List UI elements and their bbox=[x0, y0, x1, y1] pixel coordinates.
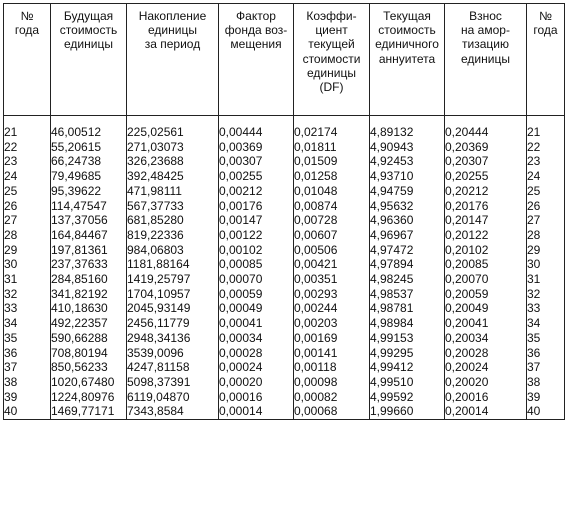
table-cell-value: 95,39622 bbox=[51, 183, 102, 198]
table-cell-value: 37 bbox=[527, 360, 541, 375]
table-cell-value: 2456,11779 bbox=[127, 316, 190, 331]
table-cell-value: 0,20024 bbox=[445, 360, 489, 375]
table-cell-value: 31 bbox=[4, 272, 18, 287]
table-cell-value: 0,02174 bbox=[294, 125, 338, 139]
table-cell-value: 197,81361 bbox=[51, 242, 108, 257]
table-cell-value: 0,00351 bbox=[294, 272, 338, 287]
table-cell-value: 0,00034 bbox=[219, 330, 263, 345]
table-cell-value: 4,99412 bbox=[370, 360, 414, 375]
table-cell-value: 29 bbox=[4, 242, 18, 257]
table-cell-value: 33 bbox=[527, 301, 541, 316]
table-cell-value: 25 bbox=[4, 183, 18, 198]
table-cell-value: 0,00506 bbox=[294, 242, 338, 257]
table-cell-value: 4,93710 bbox=[370, 169, 414, 184]
table-cell-value: 0,20147 bbox=[445, 213, 489, 228]
table-cell-value: 492,22357 bbox=[51, 316, 108, 331]
table-cell-value: 0,00122 bbox=[219, 227, 263, 242]
table-cell-value: 471,98111 bbox=[127, 183, 182, 198]
table-cell-value: 24 bbox=[4, 169, 18, 184]
table-cell-value: 4,98245 bbox=[370, 272, 414, 287]
table-cell-value: 28 bbox=[527, 227, 541, 242]
header-sinking-fund: Фактор фонда воз- мещения bbox=[219, 4, 294, 116]
table-cell-value: 0,01811 bbox=[294, 139, 337, 154]
table-cell-value: 0,20255 bbox=[445, 169, 489, 184]
table-cell-value: 38 bbox=[4, 374, 18, 389]
table-cell-value: 4,96967 bbox=[370, 227, 414, 242]
table-cell-value: 28 bbox=[4, 227, 18, 242]
table-cell-value: 4,98537 bbox=[370, 286, 414, 301]
table-cell-value: 0,01509 bbox=[294, 154, 338, 169]
table-cell-value: 39 bbox=[527, 389, 541, 404]
table-cell-value: 36 bbox=[527, 345, 541, 360]
table-cell-value: 0,20307 bbox=[445, 154, 489, 169]
year-right-cell bbox=[527, 116, 565, 199]
table-cell-value: 0,00059 bbox=[219, 286, 263, 301]
accumulation-cell bbox=[127, 272, 219, 346]
table-cell-value: 0,00293 bbox=[294, 286, 338, 301]
table-cell-value: 36 bbox=[4, 345, 18, 360]
year-right-cell bbox=[527, 346, 565, 420]
table-cell-value: 23 bbox=[527, 154, 541, 169]
table-cell-value: 0,20059 bbox=[445, 286, 489, 301]
table-cell-value: 819,22336 bbox=[127, 227, 184, 242]
table-cell-value: 4,98781 bbox=[370, 301, 414, 316]
year-cell bbox=[4, 199, 51, 273]
annuity-pv-cell bbox=[370, 199, 445, 273]
table-cell-value: 0,00203 bbox=[294, 316, 338, 331]
table-cell-value: 284,85160 bbox=[51, 272, 108, 287]
table-cell-value: 40 bbox=[4, 404, 18, 419]
table-cell-value: 1,99660 bbox=[370, 404, 414, 419]
accumulation-cell bbox=[127, 346, 219, 420]
header-year: № года bbox=[4, 4, 51, 116]
year-cell bbox=[4, 116, 51, 199]
table-cell-value: 30 bbox=[4, 257, 18, 272]
table-cell-value: 33 bbox=[4, 301, 18, 316]
table-cell-value: 22 bbox=[527, 139, 541, 154]
accumulation-cell bbox=[127, 116, 219, 199]
table-cell-value: 1224,80976 bbox=[51, 389, 115, 404]
amortization-cell bbox=[445, 116, 527, 199]
sinking-fund-cell bbox=[219, 199, 294, 273]
amortization-cell bbox=[445, 346, 527, 420]
table-cell-value: 23 bbox=[4, 154, 18, 169]
table-cell-value: 0,01258 bbox=[294, 169, 338, 184]
table-cell-value: 0,00169 bbox=[294, 330, 338, 345]
future-value-cell bbox=[51, 346, 127, 420]
table-cell-value: 0,00082 bbox=[294, 389, 338, 404]
table-cell-value: 25 bbox=[527, 183, 541, 198]
table-cell-value: 0,20070 bbox=[445, 272, 489, 287]
table-cell-value: 0,20444 bbox=[445, 125, 489, 139]
table-cell-value: 0,20369 bbox=[445, 139, 489, 154]
table-cell-value: 27 bbox=[527, 213, 541, 228]
table-cell-value: 0,20020 bbox=[445, 374, 489, 389]
table-cell-value: 29 bbox=[527, 242, 541, 257]
table-cell-value: 1419,25797 bbox=[127, 272, 191, 287]
table-cell-value: 225,02561 bbox=[127, 125, 184, 139]
table-cell-value: 0,00102 bbox=[219, 242, 263, 257]
table-cell-value: 392,48425 bbox=[127, 169, 184, 184]
table-cell-value: 31 bbox=[527, 272, 541, 287]
header-annuity-pv: Текущая стоимость единичного аннуитета bbox=[370, 4, 445, 116]
discount-factor-cell bbox=[294, 346, 370, 420]
table-row-group bbox=[4, 116, 565, 199]
table-cell-value: 27 bbox=[4, 213, 18, 228]
table-cell-value: 4,99153 bbox=[370, 330, 414, 345]
future-value-cell bbox=[51, 199, 127, 273]
table-cell-value: 21 bbox=[4, 125, 18, 139]
table-cell-value: 271,03073 bbox=[127, 139, 184, 154]
year-cell bbox=[4, 346, 51, 420]
table-cell-value: 4,99592 bbox=[370, 389, 414, 404]
table-cell-value: 26 bbox=[527, 198, 541, 213]
table-cell-value: 40 bbox=[527, 404, 541, 419]
table-body bbox=[4, 116, 565, 420]
table-cell-value: 0,20122 bbox=[445, 227, 489, 242]
table-cell-value: 1020,67480 bbox=[51, 374, 115, 389]
table-cell-value: 39 bbox=[4, 389, 18, 404]
table-cell-value: 4,98984 bbox=[370, 316, 414, 331]
table-cell-value: 0,00255 bbox=[219, 169, 263, 184]
table-cell-value: 0,00049 bbox=[219, 301, 263, 316]
discount-factor-cell bbox=[294, 272, 370, 346]
table-cell-value: 32 bbox=[4, 286, 18, 301]
table-cell-value: 0,00307 bbox=[219, 154, 263, 169]
table-cell-value: 590,66288 bbox=[51, 330, 108, 345]
table-cell-value: 0,00147 bbox=[219, 213, 263, 228]
table-cell-value: 0,00085 bbox=[219, 257, 263, 272]
sinking-fund-cell bbox=[219, 346, 294, 420]
table-cell-value: 35 bbox=[4, 330, 18, 345]
compound-interest-table bbox=[3, 3, 565, 420]
table-cell-value: 164,84467 bbox=[51, 227, 108, 242]
table-cell-value: 0,01048 bbox=[294, 183, 338, 198]
table-cell-value: 4,94759 bbox=[370, 183, 414, 198]
table-cell-value: 0,00444 bbox=[219, 125, 263, 139]
table-cell-value: 24 bbox=[527, 169, 541, 184]
table-cell-value: 2045,93149 bbox=[127, 301, 191, 316]
table-cell-value: 4,90943 bbox=[370, 139, 414, 154]
table-cell-value: 35 bbox=[527, 330, 541, 345]
table-cell-value: 0,00028 bbox=[219, 345, 263, 360]
table-cell-value: 0,00728 bbox=[294, 213, 338, 228]
table-cell-value: 4,96360 bbox=[370, 213, 414, 228]
table-cell-value: 0,00098 bbox=[294, 374, 338, 389]
table-cell-value: 850,56233 bbox=[51, 360, 108, 375]
accumulation-cell bbox=[127, 199, 219, 273]
discount-factor-cell bbox=[294, 199, 370, 273]
year-cell bbox=[4, 272, 51, 346]
table-cell-value: 0,00118 bbox=[294, 360, 337, 375]
table-cell-value: 4,99295 bbox=[370, 345, 414, 360]
header-year-right: № года bbox=[527, 4, 565, 116]
table-cell-value: 341,82192 bbox=[51, 286, 108, 301]
table-cell-value: 0,00020 bbox=[219, 374, 263, 389]
table-cell-value: 4,95632 bbox=[370, 198, 414, 213]
table-cell-value: 34 bbox=[4, 316, 18, 331]
table-cell-value: 0,00041 bbox=[219, 316, 263, 331]
table-cell-value: 3539,0096 bbox=[127, 345, 184, 360]
table-cell-value: 1181,88164 bbox=[127, 257, 190, 272]
header-discount-factor: Коэффи- циент текущей стоимости единицы (DF) bbox=[294, 4, 370, 116]
table-cell-value: 4,99510 bbox=[370, 374, 414, 389]
table-cell-value: 0,00874 bbox=[294, 198, 338, 213]
table-row-group bbox=[4, 346, 565, 420]
header-future-value: Будущая стоимость единицы bbox=[51, 4, 127, 116]
table-cell-value: 0,00244 bbox=[294, 301, 338, 316]
table-cell-value: 137,37056 bbox=[51, 213, 108, 228]
table-row-group bbox=[4, 199, 565, 273]
table-cell-value: 4247,81158 bbox=[127, 360, 190, 375]
table-cell-value: 0,00176 bbox=[219, 198, 263, 213]
table-row-group bbox=[4, 272, 565, 346]
table-cell-value: 0,00068 bbox=[294, 404, 338, 419]
table-cell-value: 0,20102 bbox=[445, 242, 489, 257]
table-cell-value: 237,37633 bbox=[51, 257, 108, 272]
amortization-cell bbox=[445, 272, 527, 346]
table-cell-value: 0,00024 bbox=[219, 360, 263, 375]
table-cell-value: 0,00141 bbox=[294, 345, 338, 360]
table-cell-value: 326,23688 bbox=[127, 154, 184, 169]
table-cell-value: 5098,37391 bbox=[127, 374, 191, 389]
table-cell-value: 0,20041 bbox=[445, 316, 489, 331]
table-cell-value: 708,80194 bbox=[51, 345, 108, 360]
year-right-cell bbox=[527, 272, 565, 346]
table-cell-value: 66,24738 bbox=[51, 154, 102, 169]
table-cell-value: 32 bbox=[527, 286, 541, 301]
table-cell-value: 0,20014 bbox=[445, 404, 489, 419]
header-accumulation: Накопление единицы за период bbox=[127, 4, 219, 116]
table-cell-value: 0,20016 bbox=[445, 389, 489, 404]
table-cell-value: 21 bbox=[527, 125, 541, 139]
table-cell-value: 0,20176 bbox=[445, 198, 489, 213]
table-cell-value: 0,20085 bbox=[445, 257, 489, 272]
annuity-pv-cell bbox=[370, 272, 445, 346]
future-value-cell bbox=[51, 272, 127, 346]
table-cell-value: 4,97472 bbox=[370, 242, 414, 257]
table-cell-value: 7343,8584 bbox=[127, 404, 184, 419]
table-cell-value: 0,00421 bbox=[294, 257, 338, 272]
sinking-fund-cell bbox=[219, 272, 294, 346]
table-cell-value: 0,00070 bbox=[219, 272, 263, 287]
table-cell-value: 0,20049 bbox=[445, 301, 489, 316]
table-cell-value: 22 bbox=[4, 139, 18, 154]
amortization-cell bbox=[445, 199, 527, 273]
future-value-cell bbox=[51, 116, 127, 199]
table-cell-value: 1469,77171 bbox=[51, 404, 115, 419]
table-cell-value: 26 bbox=[4, 198, 18, 213]
table-cell-value: 34 bbox=[527, 316, 541, 331]
table-cell-value: 0,00369 bbox=[219, 139, 263, 154]
table-cell-value: 410,18630 bbox=[51, 301, 108, 316]
table-cell-value: 4,97894 bbox=[370, 257, 414, 272]
table-cell-value: 30 bbox=[527, 257, 541, 272]
table-cell-value: 0,00212 bbox=[219, 183, 263, 198]
table-cell-value: 4,89132 bbox=[370, 125, 414, 139]
table-cell-value: 567,37733 bbox=[127, 198, 184, 213]
annuity-pv-cell bbox=[370, 116, 445, 199]
table-cell-value: 681,85280 bbox=[127, 213, 184, 228]
header-row bbox=[4, 4, 565, 116]
table-cell-value: 0,20028 bbox=[445, 345, 489, 360]
table-cell-value: 79,49685 bbox=[51, 169, 102, 184]
table-cell-value: 2948,34136 bbox=[127, 330, 191, 345]
table-cell-value: 0,20034 bbox=[445, 330, 489, 345]
table-cell-value: 0,00607 bbox=[294, 227, 338, 242]
table-cell-value: 0,00014 bbox=[219, 404, 263, 419]
table-cell-value: 0,00016 bbox=[219, 389, 263, 404]
table-cell-value: 1704,10957 bbox=[127, 286, 191, 301]
table-cell-value: 984,06803 bbox=[127, 242, 184, 257]
table-cell-value: 38 bbox=[527, 374, 541, 389]
table-cell-value: 46,00512 bbox=[51, 125, 102, 139]
table-cell-value: 4,92453 bbox=[370, 154, 414, 169]
table-cell-value: 0,20212 bbox=[445, 183, 489, 198]
annuity-pv-cell bbox=[370, 346, 445, 420]
discount-factor-cell bbox=[294, 116, 370, 199]
table-cell-value: 37 bbox=[4, 360, 18, 375]
header-amortization: Взнос на амор- тизацию единицы bbox=[445, 4, 527, 116]
table-cell-value: 6119,04870 bbox=[127, 389, 190, 404]
table-cell-value: 114,47547 bbox=[51, 198, 107, 213]
year-right-cell bbox=[527, 199, 565, 273]
table-cell-value: 55,20615 bbox=[51, 139, 102, 154]
sinking-fund-cell bbox=[219, 116, 294, 199]
